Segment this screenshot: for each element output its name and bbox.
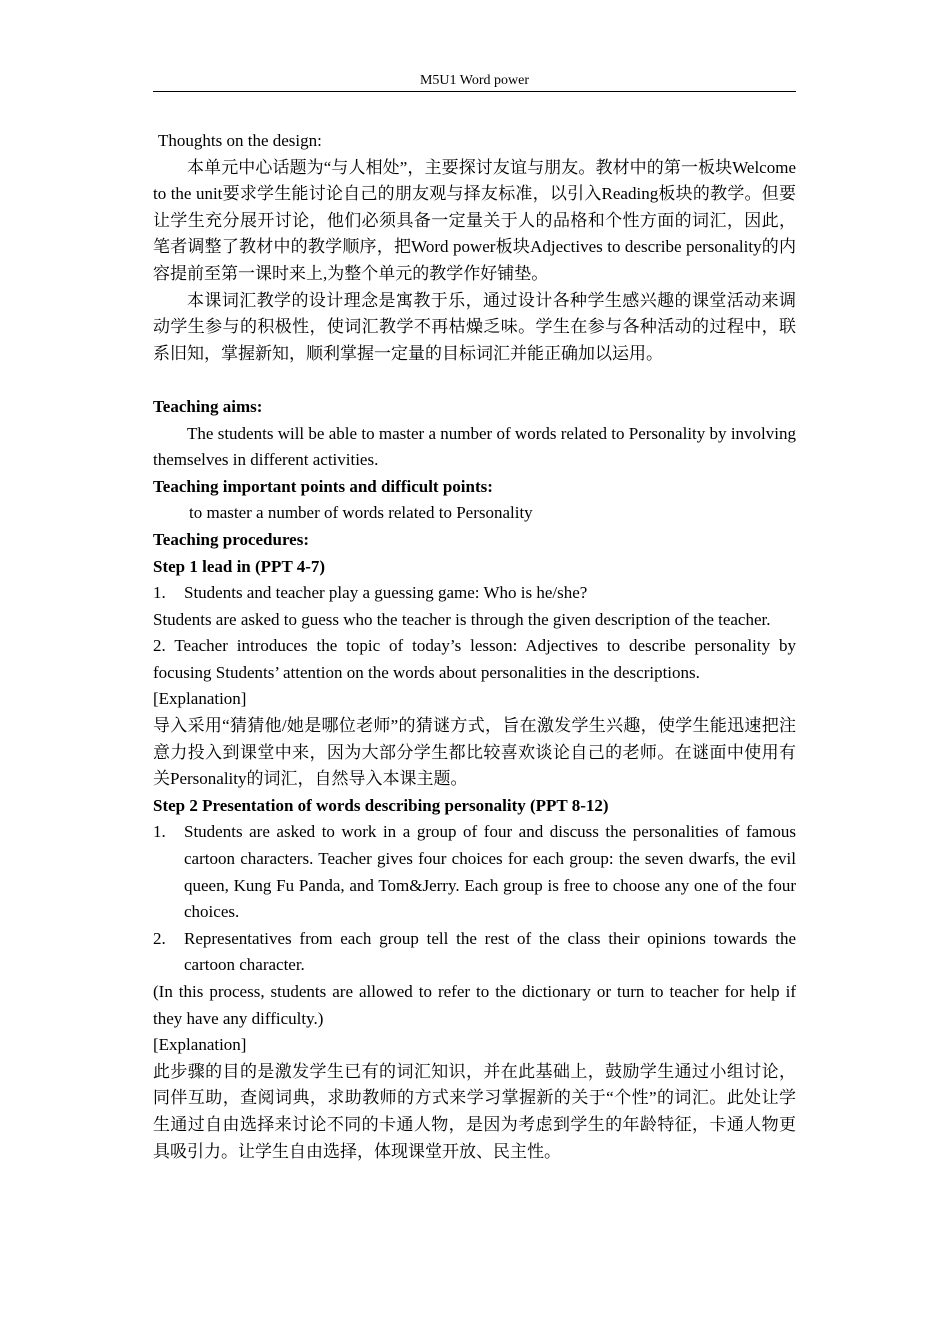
aims-heading: Teaching aims: — [153, 396, 263, 416]
step2-list-item-2 — [153, 926, 796, 979]
list-item-text: Representatives from each group tell the rest of the class their opinions towards the cartoon character. — [184, 928, 796, 975]
procedures-heading: Teaching procedures: — [153, 529, 310, 549]
step1-item-2: 2. Teacher introduces the topic of today’s lesson: Adjectives to describe personality by focusing Students’ attention on the words about personalities in the descriptions. — [153, 636, 796, 682]
design-paragraph-1: 本单元中心话题为“与人相处”，主要探讨友谊与朋友。教材中的第一板块Welcome to the unit要求学生能讨论自己的朋友观与择友标准，以引入Reading板块的教学。但要让学生充分展开讨论，他们必须具备一定量关于人的品格和个性方面的词汇，因此，笔者调整了教材中的教学顺序，把Word power板块Adjectives to describe personality的内容提前至第一课时来上,为整个单元的教学作好铺垫。 — [153, 157, 796, 283]
step1-list-item-1 — [153, 580, 796, 607]
list-number: 2. — [153, 928, 166, 948]
list-number: 1. — [153, 583, 166, 603]
points-heading: Teaching important points and difficult points: — [153, 476, 493, 496]
step2-explanation-label: [Explanation] — [153, 1035, 247, 1055]
step2-note: (In this process, students are allowed to refer to the dictionary or turn to teacher for help if they have any difficulty.) — [153, 982, 796, 1028]
blank-line — [153, 367, 796, 394]
design-paragraph-2: 本课词汇教学的设计理念是寓教于乐，通过设计各种学生感兴趣的课堂活动来调动学生参与的积极性，使词汇教学不再枯燥乏味。学生在参与各种活动的过程中，联系旧知，掌握新知，顺利掌握一定量的目标词汇并能正确加以运用。 — [153, 290, 796, 363]
page-header: M5U1 Word power — [153, 71, 796, 92]
step1-explanation: 导入采用“猜猜他/她是哪位老师”的猜谜方式，旨在激发学生兴趣，使学生能迅速把注意力投入到课堂中来，因为大部分学生都比较喜欢谈论自己的老师。在谜面中使用有关Personality的词汇，自然导入本课主题。 — [153, 716, 796, 789]
aims-text: The students will be able to master a number of words related to Personality by involving themselves in different activities. — [153, 423, 796, 470]
list-item-text: Students are asked to work in a group of four and discuss the personalities of famous cartoon characters. Teacher gives four choices for each group: the seven dwarfs, the evil queen, Kung Fu Panda, and Tom&Jerry. Each group is free to choose any one of the four choices. — [184, 822, 796, 922]
list-number: 1. — [153, 822, 166, 842]
points-text: to master a number of words related to Personality — [189, 503, 533, 523]
step2-list-item-1 — [153, 819, 796, 925]
design-heading: Thoughts on the design: — [158, 131, 322, 150]
step1-item1-description: Students are asked to guess who the teacher is through the given description of the teacher. — [153, 609, 771, 629]
document-body — [153, 128, 796, 1165]
step2-explanation: 此步骤的目的是激发学生已有的词汇知识，并在此基础上，鼓励学生通过小组讨论，同伴互助，查阅词典，求助教师的方式来学习掌握新的关于“个性”的词汇。此处让学生通过自由选择来讨论不同的卡通人物，是因为考虑到学生的年龄特征，卡通人物更具吸引力。让学生自由选择，体现课堂开放、民主性。 — [153, 1061, 796, 1161]
step1-explanation-label: [Explanation] — [153, 689, 247, 709]
step1-heading: Step 1 lead in (PPT 4-7) — [153, 556, 326, 576]
step2-heading: Step 2 Presentation of words describing personality (PPT 8-12) — [153, 795, 609, 815]
list-item-text: Students and teacher play a guessing game: Who is he/she? — [184, 583, 588, 603]
